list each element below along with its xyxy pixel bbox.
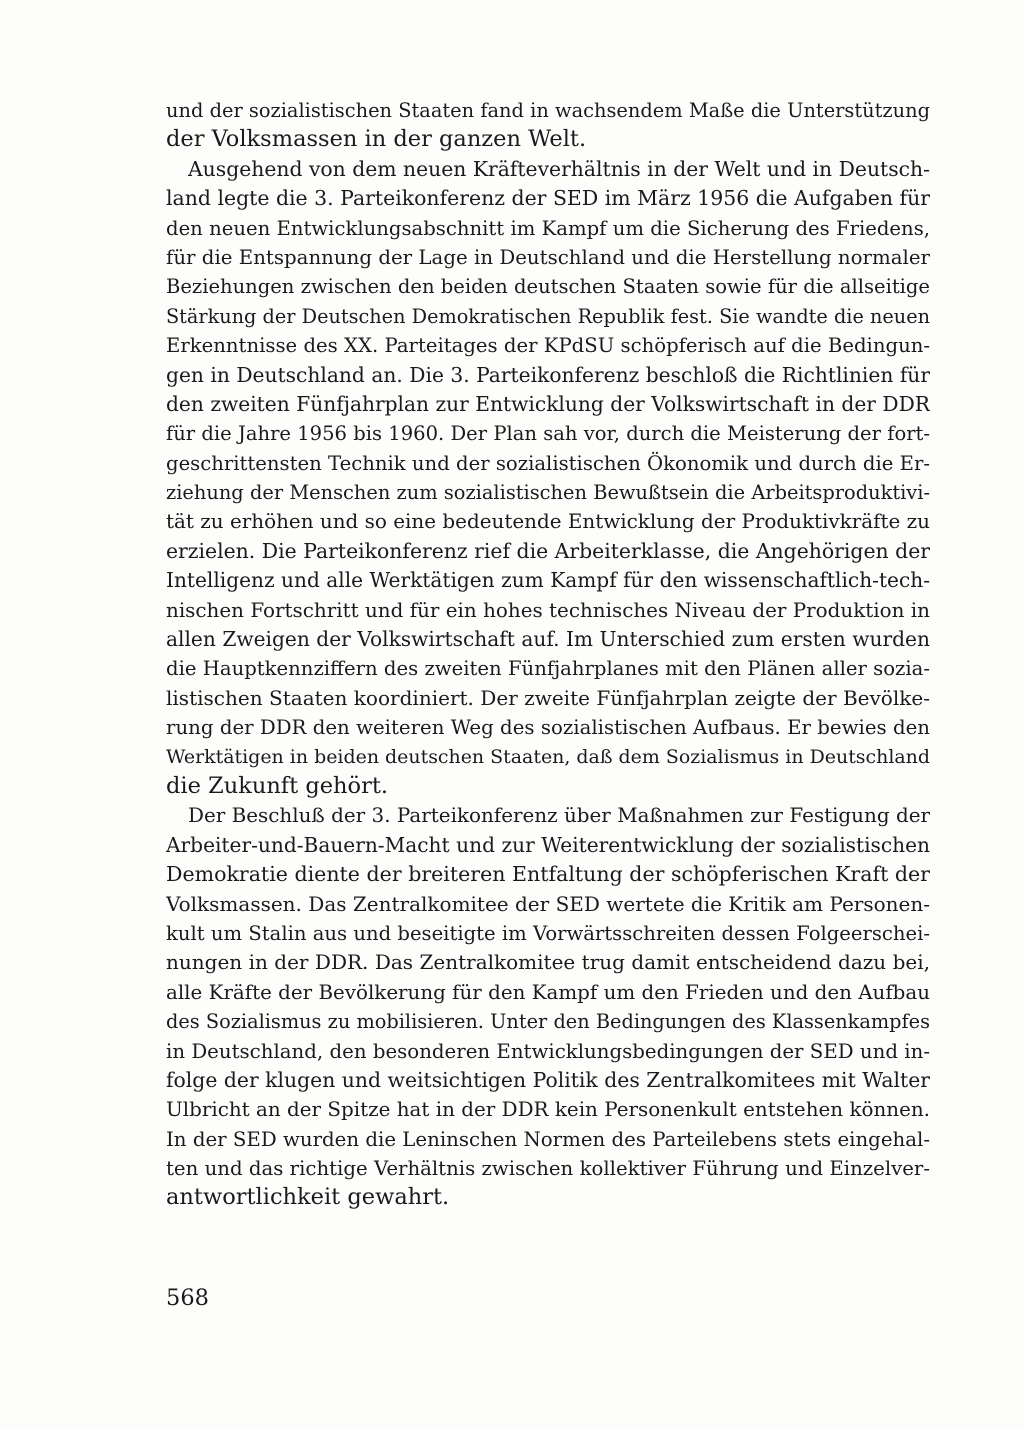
text-line: Der Beschluß der 3. Parteikonferenz über Maßnahmen zur Festigung der xyxy=(188,804,930,828)
text-line: land legte die 3. Parteikonferenz der SED im März 1956 die Aufgaben für xyxy=(166,186,930,211)
text-line: den zweiten Fünfjahrplan zur Entwicklung der Volkswirtschaft in der DDR xyxy=(166,391,930,416)
text-line: der Volksmassen in der ganzen Welt. xyxy=(166,126,587,153)
text-line: für die Entspannung der Lage in Deutschland und die Herstellung normaler xyxy=(166,245,930,269)
text-line: in Deutschland, den besonderen Entwicklungsbedingungen der SED und in- xyxy=(166,1039,930,1063)
text-line: die Zukunft gehört. xyxy=(166,772,389,799)
text-line: Erkenntnisse des XX. Parteitages der KPdSU schöpferisch auf die Bedingun- xyxy=(166,334,930,358)
body-text xyxy=(166,96,930,1213)
text-line: tät zu erhöhen und so eine bedeutende Entwicklung der Produktivkräfte zu xyxy=(166,510,930,534)
text-line: kult um Stalin aus und beseitigte im Vorwärtsschreiten dessen Folgeerschei- xyxy=(166,921,930,945)
text-line: Volksmassen. Das Zentralkomitee der SED wertete die Kritik am Personen- xyxy=(166,891,930,916)
text-line: den neuen Entwicklungsabschnitt im Kampf um die Sicherung des Friedens, xyxy=(166,216,930,240)
text-line: Demokratie diente der breiteren Entfaltung der schöpferischen Kraft der xyxy=(166,862,930,887)
text-line: des Sozialismus zu mobilisieren. Unter den Bedingungen des Klassenkampfes xyxy=(166,1010,930,1034)
page-number: 568 xyxy=(166,1285,209,1311)
text-line: Intelligenz und alle Werktätigen zum Kampf für den wissenschaftlich-tech- xyxy=(166,568,930,593)
text-line: und der sozialistischen Staaten fand in wachsendem Maße die Unterstützung xyxy=(166,99,930,122)
text-line: alle Kräfte der Bevölkerung für den Kampf um den Frieden und den Aufbau xyxy=(166,980,930,1004)
text-line: folge der klugen und weitsichtigen Politik des Zentralkomitees mit Walter xyxy=(166,1067,930,1092)
text-line: Ulbricht an der Spitze hat in der DDR kein Personenkult entstehen können. xyxy=(166,1098,930,1122)
text-line: ten und das richtige Verhältnis zwischen kollektiver Führung und Einzelver- xyxy=(166,1157,930,1181)
text-line: Stärkung der Deutschen Demokratischen Republik fest. Sie wandte die neuen xyxy=(166,304,930,328)
text-line: ziehung der Menschen zum sozialistischen Bewußtsein die Arbeitsproduktivi- xyxy=(166,481,930,505)
text-line: Arbeiter-und-Bauern-Macht und zur Weiterentwicklung der sozialistischen xyxy=(166,832,930,857)
text-line: nungen in der DDR. Das Zentralkomitee trug damit entscheidend dazu bei, xyxy=(166,950,930,975)
text-line: Ausgehend von dem neuen Kräfteverhältnis in der Welt und in Deutsch- xyxy=(188,156,930,181)
text-line: gen in Deutschland an. Die 3. Parteikonferenz beschloß die Richtlinien für xyxy=(166,362,930,387)
text-line: geschrittensten Technik und der sozialistischen Ökonomik und durch die Er- xyxy=(166,451,930,475)
text-line: erzielen. Die Parteikonferenz rief die Arbeiterklasse, die Angehörigen der xyxy=(166,538,930,563)
text-line: In der SED wurden die Leninschen Normen des Parteilebens stets eingehal- xyxy=(166,1127,930,1151)
text-line: die Hauptkennziffern des zweiten Fünfjahrplanes mit den Plänen aller sozia- xyxy=(166,657,930,681)
text-line: allen Zweigen der Volkswirtschaft auf. Im Unterschied zum ersten wurden xyxy=(166,627,930,652)
text-line: listischen Staaten koordiniert. Der zweite Fünfjahrplan zeigte der Bevölke- xyxy=(166,685,930,710)
text-line: antwortlichkeit gewahrt. xyxy=(166,1184,450,1211)
text-line: Werktätigen in beiden deutschen Staaten, daß dem Sozialismus in Deutschland xyxy=(166,745,930,768)
text-line: rung der DDR den weiteren Weg des sozialistischen Aufbaus. Er bewies den xyxy=(166,716,930,740)
text-line: nischen Fortschritt und für ein hohes technisches Niveau der Produktion in xyxy=(166,598,930,622)
text-line: Beziehungen zwischen den beiden deutschen Staaten sowie für die allseitige xyxy=(166,275,930,299)
text-line: für die Jahre 1956 bis 1960. Der Plan sah vor, durch die Meisterung der fort- xyxy=(166,422,930,446)
